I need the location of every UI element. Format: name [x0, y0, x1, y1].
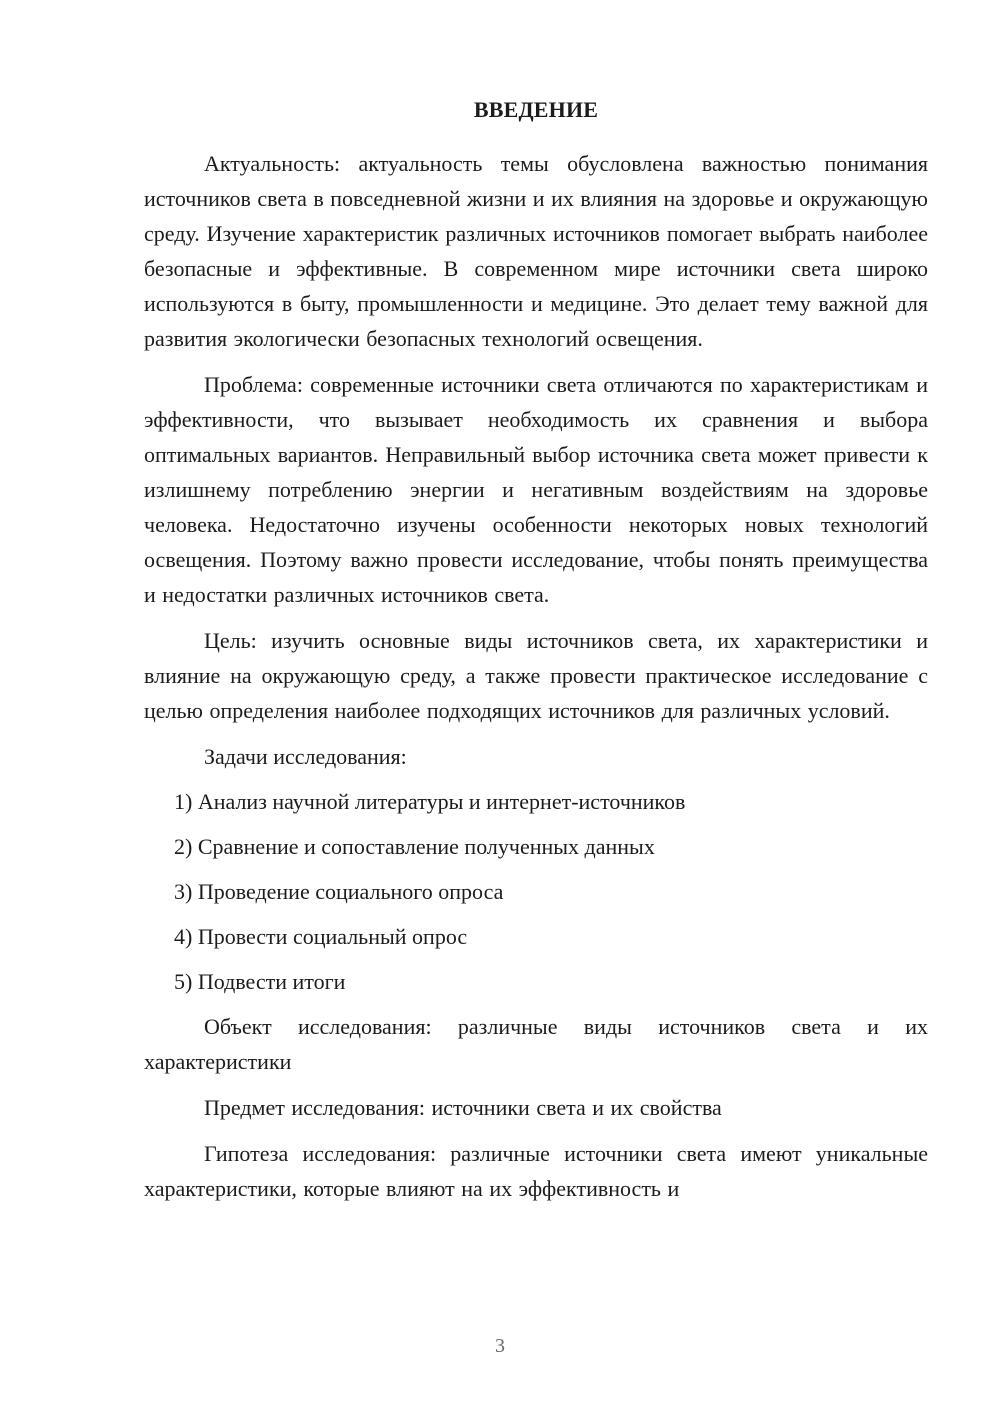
task-item-2: 2) Сравнение и сопоставление полученных данных	[174, 834, 655, 859]
paragraph-problem: Проблема: современные источники света отличаются по характеристикам и эффективности, что вызывает необходимость их сравнения и выбора оптимальных вариантов. Неправильный выбор источника света может привести к излишнему потреблению энергии и негативным воздействиям на здоровье человека. Недостаточно изучены особенности некоторых новых технологий освещения. Поэтому важно провести исследование, чтобы понять преимущества и недостатки различных источников света.	[144, 372, 928, 607]
paragraph-object: Объект исследования: различные виды источников света и их характеристики	[144, 1014, 928, 1074]
section-heading: ВВЕДЕНИЕ	[473, 97, 599, 122]
page-number: 3	[495, 1335, 505, 1357]
task-item-5: 5) Подвести итоги	[174, 969, 346, 994]
paragraph-relevance: Актуальность: актуальность темы обусловлена важностью понимания источников света в повседневной жизни и их влияния на здоровье и окружающую среду. Изучение характеристик различных источников помогает выбрать наиболее безопасные и эффективные. В современном мире источники света широко используются в быту, промышленности и медицине. Это делает тему важной для развития экологически безопасных технологий освещения.	[144, 151, 928, 351]
tasks-title: Задачи исследования:	[204, 744, 407, 769]
paragraph-hypothesis: Гипотеза исследования: различные источники света имеют уникальные характеристики, которые влияют на их эффективность и	[144, 1141, 928, 1201]
task-item-4: 4) Провести социальный опрос	[174, 924, 468, 949]
task-item-1: 1) Анализ научной литературы и интернет-источников	[174, 789, 686, 814]
document-page	[144, 96, 928, 1206]
paragraph-goal: Цель: изучить основные виды источников света, их характеристики и влияние на окружающую среду, а также провести практическое исследование с целью определения наиболее подходящих источников для различных условий.	[144, 628, 928, 723]
paragraph-subject: Предмет исследования: источники света и их свойства	[204, 1095, 722, 1120]
task-item-3: 3) Проведение социального опроса	[174, 879, 504, 904]
